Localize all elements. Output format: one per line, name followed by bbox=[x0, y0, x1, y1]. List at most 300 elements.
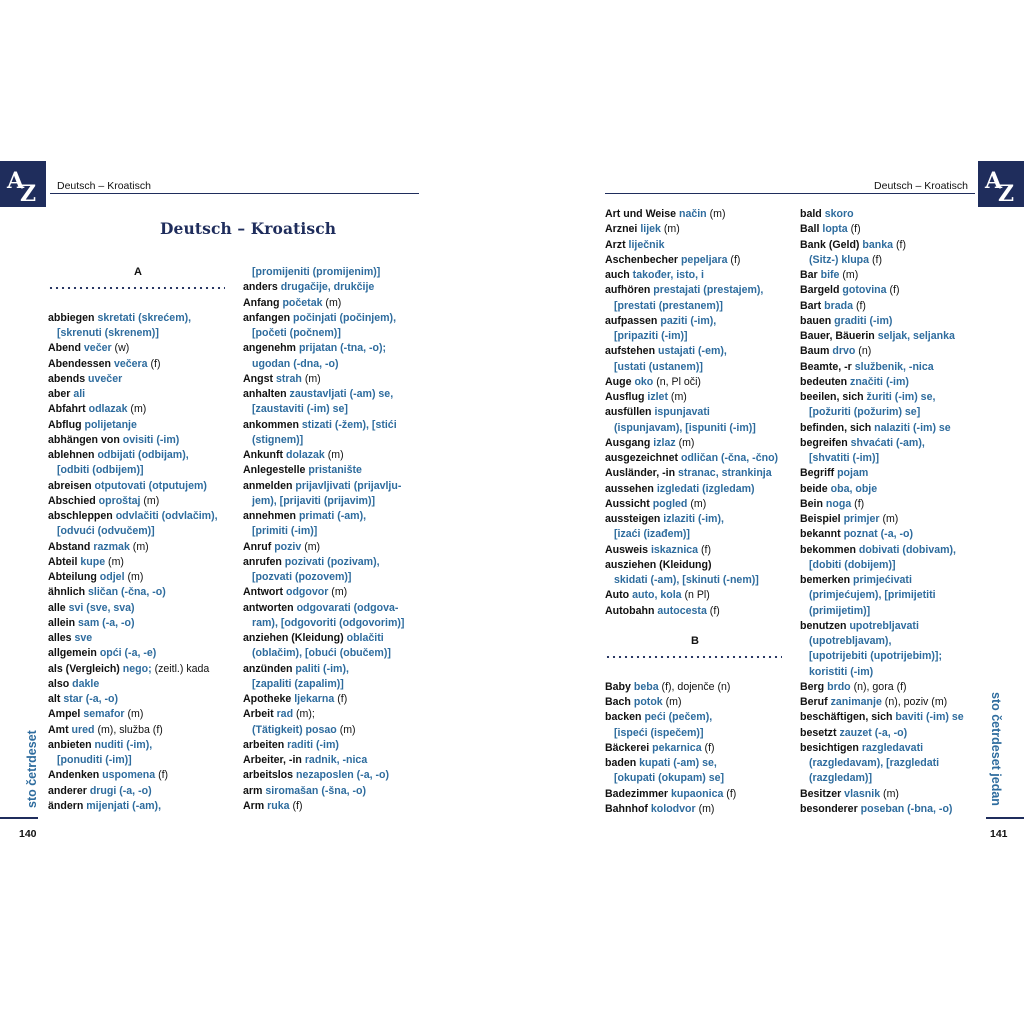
croatian-translation: brada bbox=[824, 299, 853, 312]
dictionary-entry bbox=[605, 268, 790, 283]
dictionary-entry bbox=[243, 631, 423, 646]
german-headword: Amt bbox=[48, 723, 72, 736]
running-head: Deutsch – Kroatisch bbox=[874, 180, 968, 192]
german-headword: Baby bbox=[605, 680, 634, 693]
german-headword: Abschied bbox=[48, 494, 99, 507]
croatian-translation: vlasnik bbox=[844, 787, 881, 800]
dictionary-entry bbox=[605, 482, 790, 497]
croatian-translation: drugi (-a, -o) bbox=[89, 784, 152, 797]
croatian-translation: ali bbox=[73, 388, 86, 400]
german-headword: Auge bbox=[605, 375, 635, 388]
croatian-translation: (Tätigkeit) posao bbox=[252, 723, 337, 736]
dictionary-entry bbox=[243, 326, 423, 341]
croatian-translation: službenik, -nica bbox=[854, 360, 934, 373]
dictionary-entry bbox=[605, 207, 790, 222]
grammar-note: (m) bbox=[706, 208, 726, 220]
dictionary-entry bbox=[605, 756, 790, 771]
croatian-translation: ured bbox=[71, 723, 95, 736]
croatian-translation: primjer bbox=[843, 513, 880, 525]
dictionary-entry bbox=[800, 726, 980, 741]
croatian-translation: skoro bbox=[824, 208, 854, 220]
croatian-translation: graditi (-im) bbox=[834, 314, 893, 327]
german-headword: aussehen bbox=[605, 482, 657, 495]
german-headword: ankommen bbox=[243, 418, 302, 431]
german-headword: arm bbox=[243, 784, 266, 797]
dictionary-entry bbox=[605, 588, 790, 603]
croatian-translation: ovisiti (-im) bbox=[122, 433, 180, 446]
german-headword: Ausgang bbox=[605, 436, 654, 449]
dictionary-entry bbox=[800, 802, 980, 817]
right-page bbox=[512, 0, 1024, 1024]
croatian-translation: primjećivati bbox=[853, 574, 912, 586]
dictionary-entry bbox=[48, 570, 233, 585]
grammar-note: (m) bbox=[301, 540, 321, 553]
grammar-note: (f) bbox=[289, 799, 303, 812]
dictionary-entry bbox=[243, 372, 423, 387]
dictionary-entry bbox=[605, 680, 790, 695]
dictionary-entry bbox=[605, 436, 790, 451]
german-headword: backen bbox=[605, 711, 645, 724]
grammar-note: (m) bbox=[879, 513, 899, 525]
dictionary-entry bbox=[800, 482, 980, 497]
grammar-note: (m) bbox=[880, 787, 899, 800]
croatian-translation: [ustati (ustanem)] bbox=[614, 360, 703, 373]
dictionary-entry bbox=[605, 497, 790, 512]
page-number: 140 bbox=[19, 828, 37, 840]
croatian-translation: večera bbox=[113, 357, 148, 370]
grammar-note: (m) bbox=[687, 497, 707, 510]
german-headword: besonderer bbox=[800, 802, 861, 815]
dictionary-entry bbox=[605, 360, 790, 375]
dictionary-entry bbox=[800, 268, 980, 283]
dictionary-entry bbox=[48, 616, 233, 631]
dictionary-entry bbox=[605, 299, 790, 314]
dictionary-entry bbox=[800, 604, 980, 619]
side-page-label: sto četrdeset jedan bbox=[989, 692, 1003, 806]
dotted-divider bbox=[605, 649, 790, 664]
croatian-translation: nezaposlen (-a, -o) bbox=[296, 769, 389, 782]
croatian-translation: odlazak bbox=[88, 403, 128, 416]
german-headword: abschleppen bbox=[48, 510, 116, 522]
croatian-translation: također, isto, i bbox=[632, 269, 704, 281]
german-headword: Auto bbox=[605, 589, 633, 602]
grammar-note: (m) bbox=[839, 269, 859, 281]
croatian-translation: prijatan (-tna, -o); bbox=[298, 342, 387, 355]
dictionary-entry bbox=[243, 402, 423, 417]
grammar-note: (f) bbox=[727, 253, 741, 266]
croatian-translation: (Sitz-) klupa bbox=[809, 253, 870, 266]
german-headword: ähnlich bbox=[48, 586, 89, 599]
croatian-translation: odjel bbox=[99, 571, 125, 583]
croatian-translation: kupe bbox=[80, 555, 106, 568]
croatian-translation: stranac, strankinja bbox=[678, 467, 772, 480]
dictionary-entry bbox=[48, 738, 233, 753]
dictionary-entry bbox=[605, 558, 790, 573]
croatian-translation: iskaznica bbox=[650, 543, 699, 556]
croatian-translation: izgledati (izgledam) bbox=[656, 482, 755, 495]
dictionary-entry bbox=[605, 787, 790, 802]
dictionary-entry bbox=[243, 296, 423, 311]
croatian-translation: banka bbox=[862, 238, 894, 251]
croatian-translation: (oblačim), [obući (obučem)] bbox=[252, 647, 391, 660]
croatian-translation: bife bbox=[820, 269, 840, 281]
german-headword: Abstand bbox=[48, 540, 94, 553]
german-headword: ausziehen (Kleidung) bbox=[605, 558, 712, 571]
croatian-translation: ustajati (-em), bbox=[657, 345, 727, 358]
croatian-translation: autocesta bbox=[657, 604, 707, 617]
dictionary-entry bbox=[48, 357, 233, 372]
croatian-translation: [zapaliti (zapalim)] bbox=[252, 677, 344, 690]
dictionary-entry bbox=[605, 421, 790, 436]
croatian-translation: drvo bbox=[832, 345, 856, 358]
german-headword: Ball bbox=[800, 223, 823, 236]
german-headword: Art und Weise bbox=[605, 208, 679, 220]
grammar-note: (f) bbox=[334, 693, 348, 705]
grammar-note: (m) bbox=[124, 571, 144, 583]
german-headword: bauen bbox=[800, 314, 835, 327]
german-headword: ausgezeichnet bbox=[605, 452, 681, 464]
croatian-translation: [odbiti (odbijem)] bbox=[57, 464, 144, 477]
german-headword: arbeiten bbox=[243, 738, 288, 751]
croatian-translation: [zaustaviti (-im) se] bbox=[252, 403, 348, 416]
grammar-note: (f) bbox=[723, 787, 737, 800]
croatian-translation: baviti (-im) se bbox=[895, 711, 964, 724]
german-headword: Badezimmer bbox=[605, 787, 671, 800]
german-headword: Arm bbox=[243, 799, 268, 812]
dictionary-entry bbox=[48, 418, 233, 433]
croatian-translation: primati (-am), bbox=[298, 510, 367, 522]
german-headword: Bahnhof bbox=[605, 802, 651, 815]
german-headword: Arznei bbox=[605, 223, 641, 236]
german-headword: beide bbox=[800, 482, 831, 495]
croatian-translation: auto, kola bbox=[632, 589, 682, 602]
dictionary-entry bbox=[48, 341, 233, 356]
croatian-translation: [ispeći (ispečem)] bbox=[614, 726, 704, 739]
section-letter: B bbox=[691, 635, 699, 647]
dictionary-entry bbox=[243, 707, 423, 722]
dictionary-entry bbox=[48, 448, 233, 463]
german-headword: besetzt bbox=[800, 726, 840, 739]
german-headword: anfangen bbox=[243, 311, 294, 324]
croatian-translation: (razgledam)] bbox=[809, 772, 872, 785]
grammar-note: (n) bbox=[855, 345, 872, 358]
german-headword: anders bbox=[243, 281, 281, 294]
croatian-translation: [promijeniti (promijenim)] bbox=[252, 266, 381, 278]
german-headword: antworten bbox=[243, 601, 297, 614]
german-headword: anrufen bbox=[243, 555, 285, 568]
german-headword: bald bbox=[800, 208, 825, 220]
german-headword: annehmen bbox=[243, 510, 299, 522]
croatian-translation: [početi (počnem)] bbox=[252, 327, 341, 339]
dictionary-entry bbox=[800, 405, 980, 420]
dictionary-entry bbox=[605, 222, 790, 237]
croatian-translation: kupati (-am) se, bbox=[639, 757, 717, 769]
croatian-translation: polijetanje bbox=[84, 418, 137, 431]
german-headword: Apotheke bbox=[243, 693, 295, 705]
dictionary-entry bbox=[243, 280, 423, 295]
croatian-translation: (upotrebljavam), bbox=[809, 635, 892, 647]
croatian-translation: [upotrijebiti (upotrijebim)]; bbox=[809, 650, 942, 663]
german-headword: Bar bbox=[800, 269, 821, 281]
croatian-translation: prijavljivati (prijavlju- bbox=[295, 479, 402, 492]
grammar-note: (m) bbox=[675, 436, 695, 449]
german-headword: also bbox=[48, 677, 73, 690]
croatian-translation: početak bbox=[282, 296, 323, 309]
grammar-note: (f) bbox=[893, 238, 906, 251]
grammar-note: (f) bbox=[698, 543, 712, 556]
croatian-translation: [ponuditi (-im)] bbox=[57, 754, 132, 766]
german-headword: Berg bbox=[800, 680, 828, 693]
dictionary-entry bbox=[243, 601, 423, 616]
dictionary-entry bbox=[800, 390, 980, 405]
german-headword: anbieten bbox=[48, 738, 95, 751]
german-headword: abbiegen bbox=[48, 311, 98, 324]
croatian-translation: oproštaj bbox=[98, 494, 141, 507]
grammar-note: (f) bbox=[155, 769, 169, 782]
german-headword: beeilen, sich bbox=[800, 391, 867, 403]
dictionary-entry bbox=[48, 677, 233, 692]
german-headword: auch bbox=[605, 269, 633, 281]
croatian-translation: poziv bbox=[274, 540, 302, 553]
grammar-note: (f) bbox=[853, 299, 866, 312]
german-headword: bedeuten bbox=[800, 375, 851, 388]
croatian-translation: (stignem)] bbox=[252, 433, 304, 446]
croatian-translation: kupaonica bbox=[670, 787, 724, 800]
dictionary-entry bbox=[48, 524, 233, 539]
dictionary-entry bbox=[48, 723, 233, 738]
german-headword: alle bbox=[48, 601, 69, 614]
dictionary-entry bbox=[800, 344, 980, 359]
dictionary-entry bbox=[800, 207, 980, 222]
german-headword: Bäckerei bbox=[605, 741, 653, 754]
german-headword: alles bbox=[48, 632, 75, 644]
german-headword: besichtigen bbox=[800, 741, 862, 754]
svg-text:A: A bbox=[985, 168, 1003, 194]
dictionary-entry bbox=[605, 543, 790, 558]
dictionary-entry bbox=[48, 387, 233, 402]
dictionary-entry bbox=[800, 619, 980, 634]
dictionary-entry bbox=[48, 631, 233, 646]
grammar-note: (m) bbox=[129, 540, 149, 553]
croatian-translation: beba bbox=[633, 680, 659, 693]
german-headword: Beispiel bbox=[800, 513, 844, 525]
croatian-translation: (ispunjavam), [ispuniti (-im)] bbox=[614, 421, 756, 434]
croatian-translation: uspomena bbox=[102, 769, 156, 782]
german-headword: abreisen bbox=[48, 479, 95, 492]
croatian-translation: raditi (-im) bbox=[287, 738, 339, 751]
grammar-note: (m) bbox=[140, 494, 160, 507]
dictionary-entry bbox=[243, 570, 423, 585]
grammar-note: (m) bbox=[662, 696, 682, 708]
german-headword: Ankunft bbox=[243, 449, 286, 461]
german-headword: Abfahrt bbox=[48, 403, 89, 416]
right-column-2 bbox=[800, 207, 980, 817]
croatian-translation: izlaziti (-im), bbox=[663, 513, 724, 525]
dictionary-entry bbox=[800, 299, 980, 314]
croatian-translation: zaustavljati (-am) se, bbox=[289, 388, 394, 400]
dictionary-entry bbox=[800, 283, 980, 298]
croatian-translation: ram), [odgovoriti (odgovorim)] bbox=[252, 616, 405, 629]
croatian-translation: [prestati (prestanem)] bbox=[614, 299, 723, 312]
german-headword: baden bbox=[605, 757, 640, 769]
croatian-translation: oko bbox=[634, 375, 654, 388]
croatian-translation: izlaz bbox=[653, 436, 676, 449]
dictionary-entry bbox=[243, 585, 423, 600]
section-letter: A bbox=[134, 266, 142, 278]
german-headword: Abflug bbox=[48, 418, 85, 431]
grammar-note: (m) bbox=[105, 555, 124, 568]
german-headword: Beruf bbox=[800, 696, 831, 708]
dictionary-entry bbox=[243, 677, 423, 692]
dictionary-entry bbox=[48, 555, 233, 570]
german-headword: Arbeit bbox=[243, 708, 277, 721]
croatian-translation: potok bbox=[633, 696, 663, 708]
croatian-translation: (primijetim)] bbox=[809, 604, 871, 617]
dictionary-entry bbox=[605, 466, 790, 481]
svg-text:Z: Z bbox=[998, 181, 1015, 207]
header-rule bbox=[605, 193, 975, 194]
dictionary-entry bbox=[48, 509, 233, 524]
dictionary-entry bbox=[605, 695, 790, 710]
croatian-translation: paliti (-im), bbox=[295, 662, 349, 675]
dictionary-entry bbox=[605, 710, 790, 725]
croatian-translation: ugodan (-dna, -o) bbox=[252, 357, 339, 370]
dictionary-entry bbox=[605, 726, 790, 741]
croatian-translation: noga bbox=[825, 497, 852, 510]
grammar-note: (m) bbox=[322, 296, 342, 309]
croatian-translation: [okupati (okupam) se] bbox=[614, 772, 725, 785]
croatian-translation: [pozvati (pozovem)] bbox=[252, 571, 352, 583]
dictionary-entry bbox=[48, 402, 233, 417]
german-headword: Baum bbox=[800, 345, 833, 358]
croatian-translation: zauzet (-a, -o) bbox=[839, 726, 908, 739]
dictionary-entry bbox=[243, 311, 423, 326]
grammar-note: (f) bbox=[886, 284, 900, 297]
dictionary-entry bbox=[800, 634, 980, 649]
dictionary-entry bbox=[800, 649, 980, 664]
dictionary-entry bbox=[605, 283, 790, 298]
dictionary-entry bbox=[48, 433, 233, 448]
croatian-translation: izlet bbox=[647, 391, 668, 403]
page-title: Deutsch – Kroatisch bbox=[160, 219, 337, 238]
grammar-note: (m) bbox=[328, 586, 348, 599]
grammar-note: (f), dojenče (n) bbox=[658, 680, 731, 693]
dictionary-entry bbox=[605, 527, 790, 542]
dictionary-entry bbox=[605, 573, 790, 588]
dotted-divider bbox=[48, 280, 233, 295]
croatian-translation: drugačije, drukčije bbox=[280, 281, 375, 294]
grammar-note: (m) bbox=[301, 372, 321, 385]
dictionary-entry bbox=[800, 253, 980, 268]
dictionary-entry bbox=[243, 768, 423, 783]
dictionary-entry bbox=[800, 360, 980, 375]
german-headword: Abend bbox=[48, 342, 84, 355]
croatian-translation: shvaćati (-am), bbox=[850, 436, 925, 449]
german-headword: alt bbox=[48, 693, 64, 705]
german-headword: Anruf bbox=[243, 540, 275, 553]
az-dictionary-icon bbox=[978, 161, 1024, 207]
grammar-note: (m) bbox=[127, 403, 147, 416]
croatian-translation: opći (-a, -e) bbox=[99, 647, 157, 660]
dictionary-entry bbox=[800, 741, 980, 756]
german-headword: Aussicht bbox=[605, 497, 653, 510]
dictionary-entry bbox=[48, 784, 233, 799]
dictionary-entry bbox=[605, 771, 790, 786]
croatian-translation: upotrebljavati bbox=[849, 619, 919, 632]
german-headword: anzünden bbox=[243, 662, 296, 675]
croatian-translation: [odvući (odvučem)] bbox=[57, 525, 155, 538]
german-headword: Besitzer bbox=[800, 787, 845, 800]
dictionary-entry bbox=[48, 692, 233, 707]
croatian-translation: [primiti (-im)] bbox=[252, 525, 318, 538]
dictionary-entry bbox=[48, 311, 233, 326]
croatian-translation: odvlačiti (odvlačim), bbox=[115, 510, 218, 522]
croatian-translation: sve bbox=[74, 632, 93, 644]
croatian-translation: pojam bbox=[837, 467, 869, 480]
dictionary-entry bbox=[48, 601, 233, 616]
croatian-translation: pogled bbox=[652, 497, 688, 510]
dictionary-entry bbox=[48, 753, 233, 768]
dictionary-entry bbox=[48, 479, 233, 494]
grammar-note: (zeitl.) kada bbox=[151, 662, 210, 675]
dictionary-entry bbox=[800, 451, 980, 466]
dictionary-entry bbox=[243, 738, 423, 753]
german-headword: ablehnen bbox=[48, 449, 98, 461]
croatian-translation: semafor bbox=[83, 708, 125, 721]
german-headword: abends bbox=[48, 372, 89, 385]
grammar-note: (m) bbox=[324, 449, 344, 461]
dictionary-entry bbox=[800, 787, 980, 802]
german-headword: anhalten bbox=[243, 388, 290, 400]
grammar-note: (m) bbox=[660, 223, 680, 236]
croatian-translation: dobivati (dobivam), bbox=[858, 543, 956, 556]
footer-rule bbox=[0, 817, 38, 819]
german-headword: anmelden bbox=[243, 479, 296, 492]
croatian-translation: pozivati (pozivam), bbox=[284, 555, 380, 568]
dictionary-entry bbox=[48, 372, 233, 387]
german-headword: bekommen bbox=[800, 543, 859, 556]
german-headword: Ampel bbox=[48, 708, 84, 721]
german-headword: Andenken bbox=[48, 769, 103, 782]
dictionary-entry bbox=[243, 646, 423, 661]
grammar-note: (m) bbox=[695, 802, 715, 815]
footer-rule bbox=[986, 817, 1024, 819]
dictionary-entry bbox=[48, 646, 233, 661]
dictionary-entry bbox=[48, 768, 233, 783]
german-headword: befinden, sich bbox=[800, 421, 875, 434]
running-head: Deutsch – Kroatisch bbox=[57, 180, 151, 192]
dictionary-entry bbox=[243, 479, 423, 494]
left-column-2 bbox=[243, 265, 423, 814]
croatian-translation: lopta bbox=[822, 223, 848, 236]
dictionary-entry bbox=[48, 662, 233, 677]
dictionary-entry bbox=[605, 604, 790, 619]
croatian-translation: lijek bbox=[640, 223, 661, 236]
croatian-translation: skretati (skrećem), bbox=[97, 311, 192, 324]
croatian-translation: [pripaziti (-im)] bbox=[614, 330, 688, 342]
croatian-translation: odbijati (odbijam), bbox=[97, 449, 189, 461]
dictionary-entry bbox=[605, 329, 790, 344]
grammar-note: (n Pl) bbox=[681, 589, 710, 602]
dictionary-entry bbox=[243, 509, 423, 524]
german-headword: Angst bbox=[243, 372, 276, 385]
croatian-translation: siromašan (-šna, -o) bbox=[265, 784, 367, 797]
dictionary-entry bbox=[605, 390, 790, 405]
dictionary-entry bbox=[243, 616, 423, 631]
croatian-translation: odličan (-čna, -čno) bbox=[680, 452, 779, 464]
grammar-note: (f) bbox=[851, 497, 865, 510]
croatian-translation: [izaći (izađem)] bbox=[614, 528, 690, 541]
